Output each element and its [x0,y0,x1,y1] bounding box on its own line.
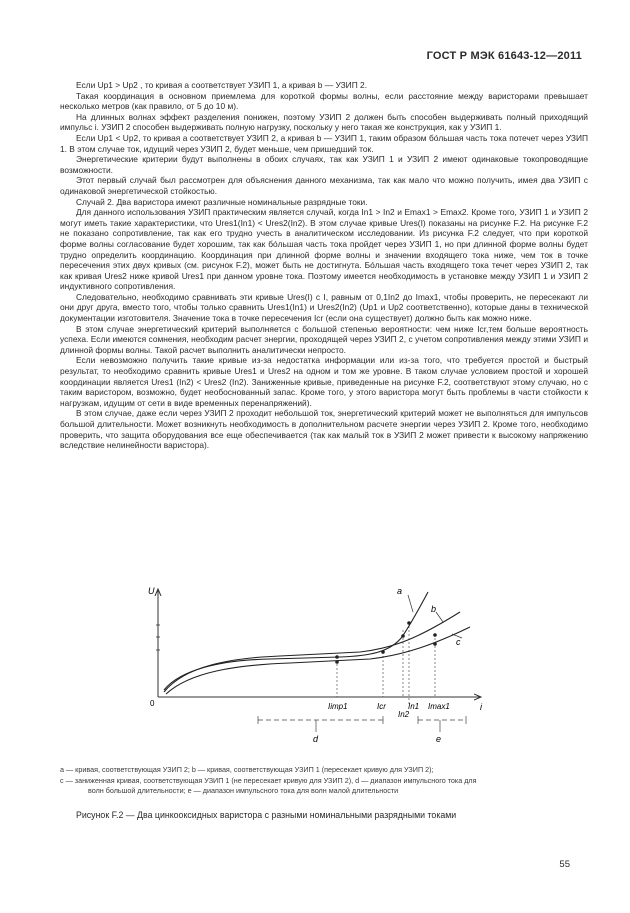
note-line: волн большой длительности; e — диапазон импульсного тока для волн малой длительности [88,786,399,795]
point [407,621,411,625]
tick-label-iimp1: Iimp1 [328,702,348,711]
point [433,633,437,637]
paragraph: В этом случае, даже если через УЗИП 2 проходит небольшой ток, энергетический критерий может не выполняться для импульсов большой длительности. Может возникнуть необходимость в дополнительном расчете энергии через УЗИП 2. Кроме того, необходимо проверить, что защита оборудования все еще обеспечивается (так как малый ток в УЗИП 2 может привести к высокому напряжению вследствие нелинейности варистора). [60,408,588,451]
leader-a [408,595,413,612]
figure-legend-note [60,765,588,797]
paragraph: Этот первый случай был рассмотрен для объяснения данного механизма, так как мало что можно получить, имея два УЗИП с одинаковой энергетической стойкостью. [60,175,588,196]
figure-f2 [140,582,500,757]
curve-a [164,592,428,690]
curve-label-c: c [456,637,461,647]
curve-label-a: a [397,586,403,596]
paragraph: Такая координация в основном приемлема для короткой формы волны, если расстояние между варисторами превышает несколько метров (как правило, от 5 до 10 м). [60,90,588,112]
figure-caption: Рисунок F.2 — Два цинкооксидных варистора с разными номинальными разрядными токами [76,810,457,820]
paragraph: В этом случае энергетический критерий выполняется с большой степенью вероятности: чем ниже Icr,тем больше вероятность успеха. Если имеются сомнения, необходим расчет энергии, проходящей через УЗИП 2, с учетом сопротивления между этими УЗИП и длинной формы волны. Такой расчет выполнить аналитически непросто. [60,323,588,355]
varistor-curves-diagram [140,582,500,752]
tick-label-in1: In1 [408,702,420,711]
point [401,634,405,638]
tick-label-imax1: Imax1 [428,702,450,711]
note-line: a — кривая, соответствующая УЗИП 2; b — кривая, соответствующая УЗИП 1 (пересекает кривую для УЗИП 2); [60,765,434,774]
note-line: c — заниженная кривая, соответствующая УЗИП 1 (не пересекает кривую для УЗИП 2), d — диапазон импульсного тока для [60,775,477,785]
point [433,642,437,646]
paragraph: Энергетические критерии будут выполнены в обоих случаях, так как УЗИП 1 и УЗИП 2 имеют одинаковые токопроводящие возможности. [60,154,588,175]
paragraph: Если Up1 > Up2 , то кривая а соответствует УЗИП 1, а кривая b — УЗИП 2. [76,80,368,90]
page-number: 55 [559,859,570,870]
curve-label-b: b [431,604,437,614]
leader-b [436,612,443,622]
paragraph: Следовательно, необходимо сравнивать эти кривые Ures(I) с I, равным от 0,1In2 до Imax1, чтобы проверить, не пересекают ли они друг друга, вместо того, чтобы только сравнить Ures1(In1) и Ures2(In2) (Up1 и Up2 соответственно), которые даны в технической документации изготовителя. Значение тока в точке пересечения Icr (если она существует) должно быть как можно ниже. [60,291,588,324]
x-axis-label: i [480,702,482,712]
paragraph: Случай 2. Два варистора имеют различные номинальные разрядные токи. [76,196,368,207]
tick-label-icr: Icr [377,702,386,711]
point [335,655,339,659]
paragraph: Если невозможно получить такие кривые из-за недостатка информации или из-за того, что требуется простой и быстрый результат, то необходимо сравнить кривые Ures1 и Ures2 на одном и том же уровне. В таком случае условием простой и хорошей координации является Ures1 (In2) < Ures2 (In2). Заниженные кривые, приведенные на рисунке F.2, соответствуют этому случаю, но с таким варистором, возможно, будет необоснованный запас. Кроме того, у этого варистора могут быть проблемы в части стойкости к нагрузкам, идущим от сети в виде временных перенапряжений). [60,355,588,408]
y-axis-label: U [148,586,155,596]
document-header: ГОСТ Р МЭК 61643-12—2011 [426,50,582,62]
tick-label-in2: In2 [398,710,410,719]
point [335,660,339,664]
body-text [60,80,588,451]
paragraph: На длинных волнах эффект разделения понижен, поэтому УЗИП 2 должен быть способен выдерживать полный приходящий импульс i. УЗИП 2 способен выдерживать полную нагрузку, поскольку у него такая же конструкция, как у УЗИП 1. [60,111,588,133]
curve-b [164,612,460,692]
paragraph: Для данного использования УЗИП практическим является случай, когда In1 > In2 и Emax1 > Emax2. Кроме того, УЗИП 1 и УЗИП 2 могут иметь такие характеристики, что Ures1(In1) < Ures2(In2). В этом случае кривые Ures(I) показаны на рисунке F.2. На рисунке F.2 не показано сопротивление, так как его трудно учесть в аналитическом исследовании. Из рисунка F.2 следует, что при короткой форме волны согласование будет хорошим, так как бóльшая часть тока пройдет через УЗИП 1, но при длинной форме волны будет трудно определить координацию. Координация при длинной форме волны и значении входящего тока ниже, чем ток в точке пересечения этих двух кривых (см. рисунок F.2), может быть не достигнута. Бóльшая часть входящего тока течет через УЗИП 2, так как кривая Ures2 ниже кривой Ures1 при данном уровне тока. Поэтому имеется необходимость в установке между УЗИП 1 и УЗИП 2 индуктивного сопротивления. [60,207,588,292]
origin-label: 0 [150,699,155,708]
curve-c [166,627,470,694]
range-label-d: d [313,734,319,744]
point [381,650,385,654]
range-label-e: e [436,734,442,744]
paragraph: Если Up1 < Up2, то кривая а соответствует УЗИП 2, а кривая b — УЗИП 1, таким образом бóльшая часть тока потечет через УЗИП 1. В этом случае ток, идущий через УЗИП 2, будет меньше, чем пришедший ток. [60,132,588,154]
